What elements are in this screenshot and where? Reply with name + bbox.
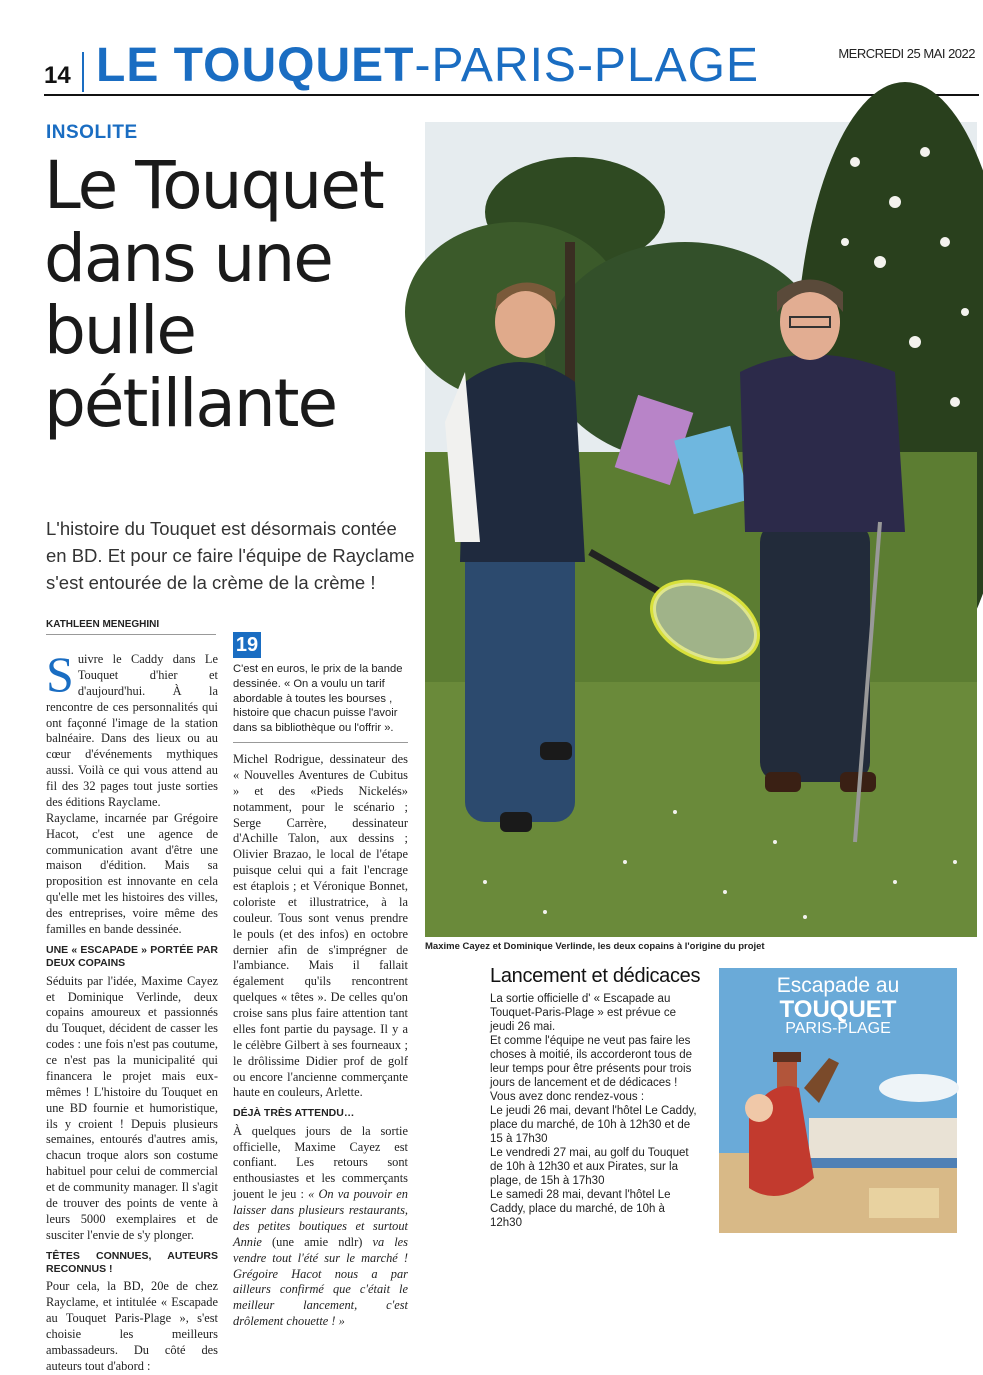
quote-text: va les vendre tout l'été sur le marché ! Grégoire Hacot nous a par ailleurs confirmé que c'était le meilleur lancement, c'est drôlement chouette ! » [233,1234,409,1329]
paragraph-text: À quelques jours de la sortie officielle, Maxime Cayez est confiant. Les retours sont enthousiastes et les commerçants jouent le jeu : [233,1123,408,1202]
paragraph: Michel Rodrigue, dessinateur des « Nouvelles Aventures de Cubitus » et des «Pieds Nickelés» notamment, pour le scénario ; Serge Carrère, dessinateur d'Achille Talon, aux dessins ; Olivier Brazao, le local de l'étape puisque celui qui a fait l'encrage est étaplois ; et Véronique Bonnet, coloriste et illustratrice, à la couleur. Tous sont venus prendre le pouls (et des infos) en octobre dernier afin de s'imprégner de l'ambiance. Mais il fallait également qu'ils rencontrent quelques « têtes ». De celles qu'on croise sans plus faire attention tant elles font partie du paysage. Il y a le célèbre Gilbert à ses fourneaux ; le drôlissime Didier prof de golf ou encore l'ancienne commerçante haute en couleurs, Arlette. [233,752,408,1100]
box-paragraph: Le vendredi 27 mai, au golf du Touquet de 10h à 12h30 et aux Pirates, sur la plage, de 15h à 17h30 [490,1147,689,1188]
subheading: DÉJÀ TRÈS ATTENDU… [233,1107,355,1120]
section-title-light: -PARIS-PLAGE [414,39,759,92]
box-paragraph: La sortie officielle d' « Escapade au Touquet-Paris-Plage » est prévue ce jeudi 26 mai. [490,993,677,1034]
article-column-1 [46,646,218,1375]
quote-text: « On va pouvoir en laisser dans plusieurs restaurants, des petites boutiques et surtout Annie [233,1187,408,1249]
stat-rule [233,742,408,743]
subheading: TÊTES CONNUES, AUTEURS RECONNUS ! [46,1249,218,1275]
dropcap: S [46,646,74,702]
article-column-2 [233,752,408,1330]
article-kicker: INSOLITE [46,122,138,143]
subheading: UNE « ESCAPADE » PORTÉE PAR DEUX COPAINS [46,943,218,970]
paragraph: Rayclame, incarnée par Grégoire Hacot, c'est une agence de communication avant d'être une maison d'édition. Mais sa proposition est innovante en cela qu'elle met les histoires des villes, des entreprises, voire même des familles en bande dessinée. [46,810,218,936]
photo-illustration [425,122,977,937]
book-cover [719,968,957,1233]
box-paragraph: Et comme l'équipe ne veut pas faire les choses à moitié, ils accorderont tous de leur temps pour être présents pour trois jours de lancement et de dédicaces ! Vous avez donc rendez-vous : [490,1035,692,1104]
section-title [96,38,759,93]
header-rule [44,94,979,96]
cover-title-line3: PARIS-PLAGE [785,1020,891,1037]
page-header [44,38,979,96]
stat-text: C'est en euros, le prix de la bande dessinée. « On a voulu un tarif abordable à toutes les bourses , histoire que chacun puisse l'avoir dans sa bibliothèque ou l'offrir ». [233,663,403,735]
page-number: 14 [44,62,71,89]
box-paragraph: Le jeudi 26 mai, devant l'hôtel Le Caddy, place du marché, de 10h à 12h30 et de 15 à 17h30 [490,1105,697,1146]
paragraph: Pour cela, la BD, 20e de chez Rayclame, et intitulée « Escapade au Touquet Paris-Plage », s'est choisie les meilleurs ambassadeurs. Du côté des auteurs tout d'abord : [46,1279,218,1373]
paragraph-text: uivre le Caddy dans Le Touquet d'hier et d'aujourd'hui. À la rencontre de ces personnalités qui ont façonné l'image de la station balnéaire. Dans des lieux ou au cœur d'événements mythiques aussi. Voilà ce qui vous attend au fil des 32 pages tout juste sorties des éditions Rayclame. [46,652,218,809]
stat-number: 19 [233,632,261,658]
byline-rule [46,634,216,635]
section-title-bold: LE TOUQUET [96,39,415,92]
article-byline: KATHLEEN MENEGHINI [46,619,160,630]
issue-date: MERCREDI 25 MAI 2022 [838,46,975,61]
header-separator [82,52,84,92]
box-text [490,992,700,1230]
paragraph: Séduits par l'idée, Maxime Cayez et Dominique Verlinde, deux copains amoureux et passionnés du Touquet, décident de casser les codes : une fois n'est pas coutume, ce n'est pas la municipalité qui financera le projet mais eux-mêmes ! L'histoire du Touquet en une BD fournie et humoristique, ils y croient ! Depuis plusieurs semaines, entourés d'autres amis, chacun troque alors son costume habituel pour celui de commercial et de community manager. Il s'agit de trouver des points de vente à leurs 5000 exemplaires et de susciter l'envie de s'y plonger. [46,973,218,1242]
box-title: Lancement et dédicaces [490,965,701,987]
box-paragraph: Le samedi 28 mai, devant l'hôtel Le Caddy, place du marché, de 10h à 12h30 [490,1189,671,1230]
cover-title-line1: Escapade au [776,974,900,997]
article-photo [425,122,977,937]
paragraph [46,646,218,811]
aside-text: (une amie ndlr) [261,1234,373,1249]
cover-title-line2: TOUQUET [779,996,897,1023]
photo-caption: Maxime Cayez et Dominique Verlinde, les deux copains à l'origine du projet [425,941,765,952]
article-chapeau: L'histoire du Touquet est désormais contée en BD. Et pour ce faire l'équipe de Rayclame s'est entourée de la crème de la crème ! [46,518,415,593]
paragraph [233,1124,408,1330]
article-headline: Le Touquet dans une bulle pétillante [44,147,383,442]
